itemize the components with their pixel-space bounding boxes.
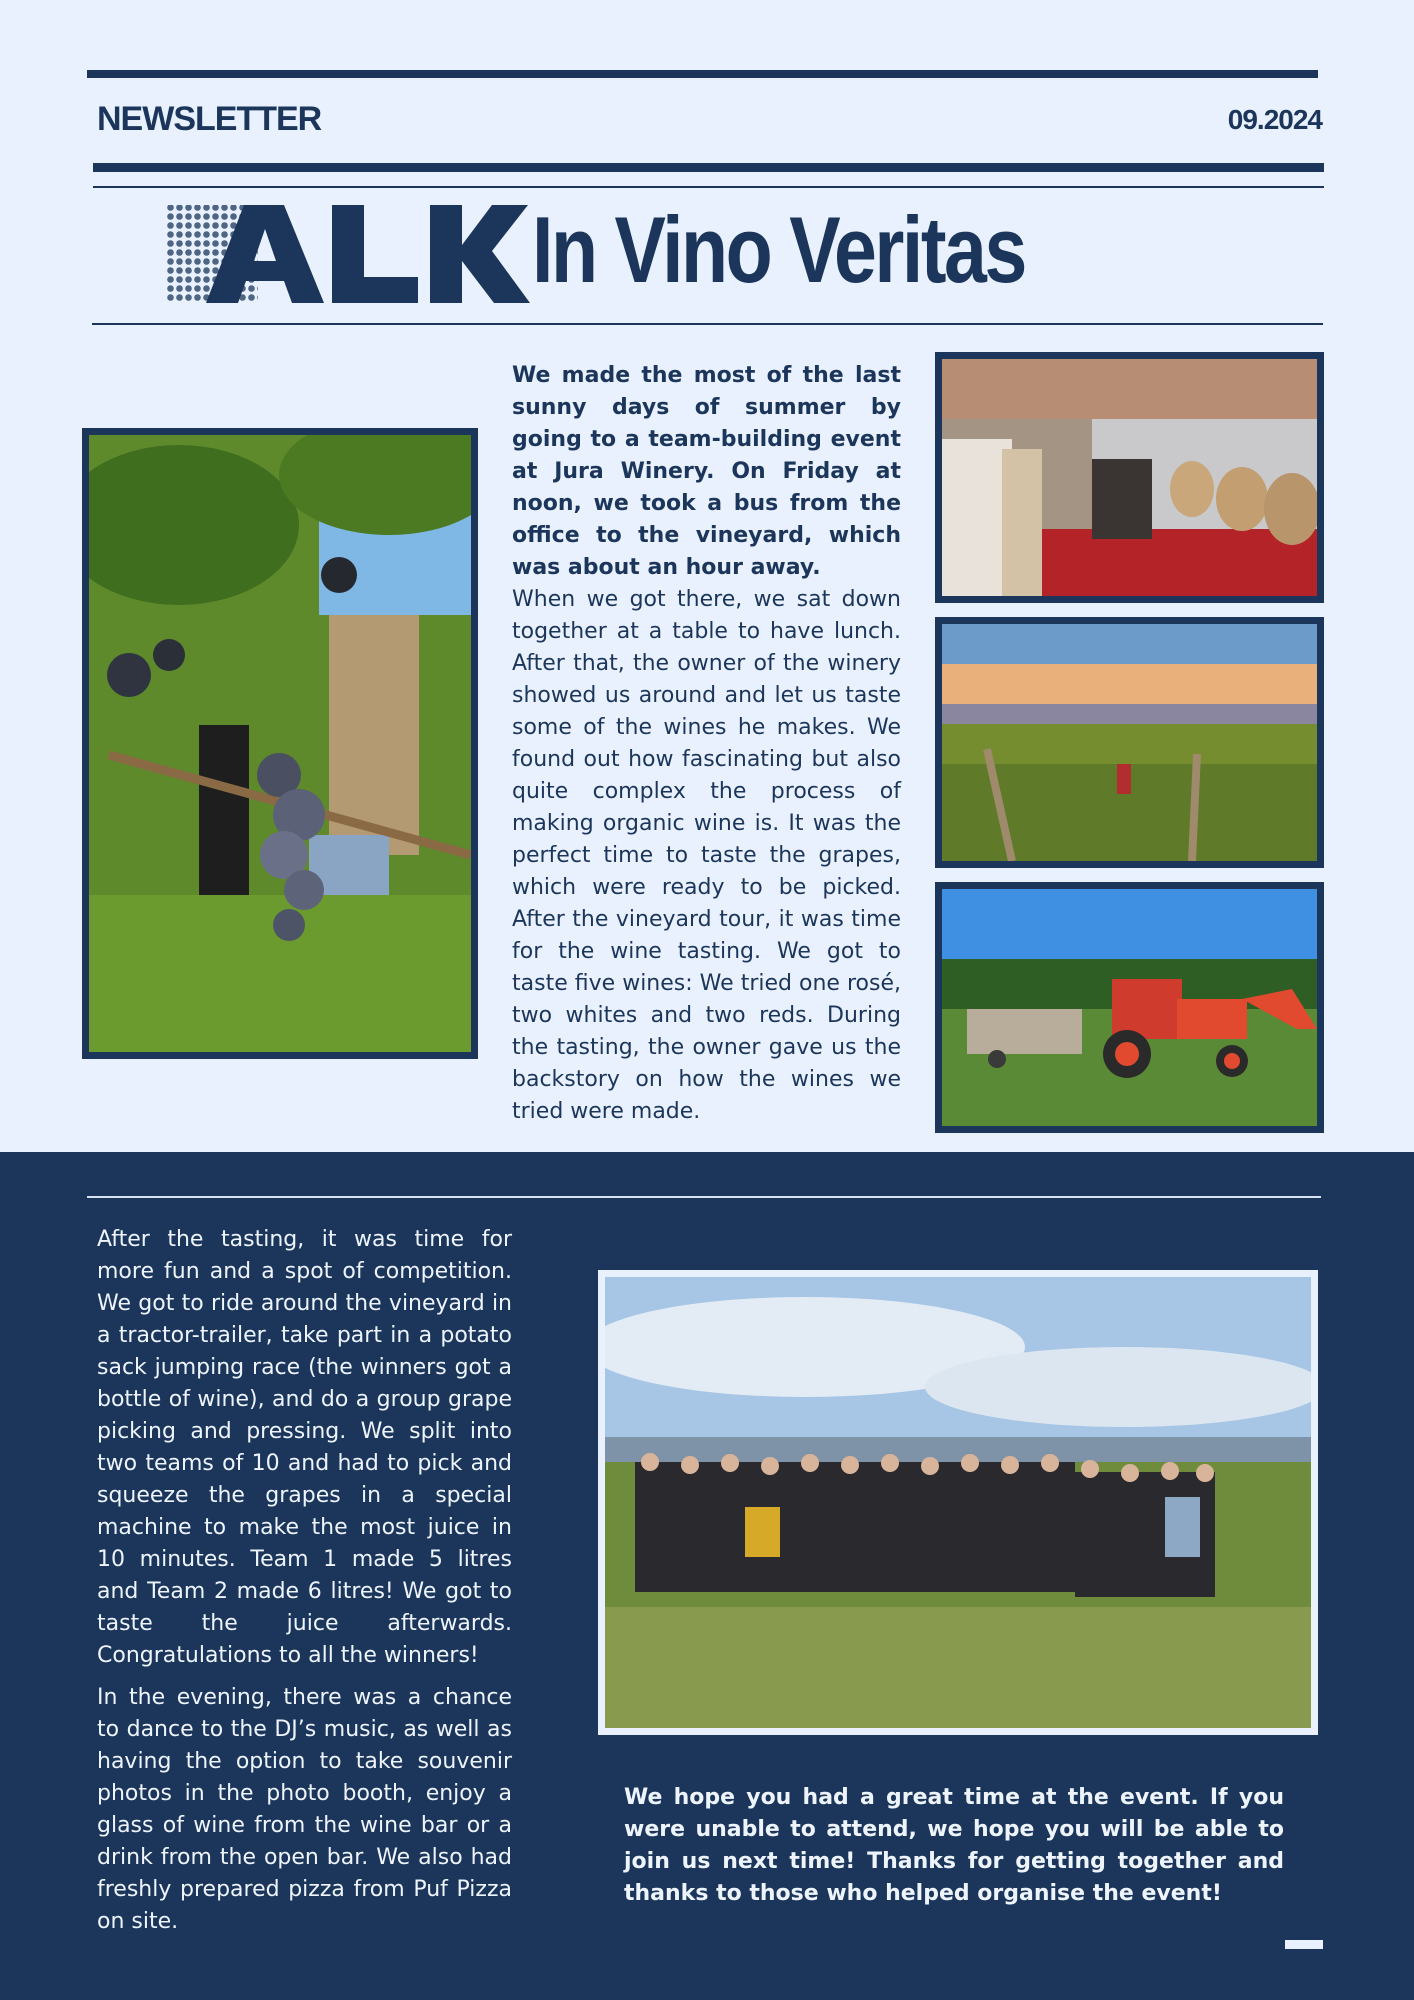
closing-message: We hope you had a great time at the event. If you were unable to attend, we hope you will be able to join us next time! Thanks for getting together and thanks to those who helped organise the event! (624, 1785, 1284, 1906)
alk-logo (166, 203, 530, 305)
bottom-section-rule (87, 1196, 1321, 1198)
article-intro (512, 360, 901, 1128)
grapes-photo (82, 428, 478, 1059)
activities-column (97, 1224, 512, 1938)
group-photo (598, 1270, 1318, 1735)
newsletter-title: In Vino Veritas (532, 197, 1025, 302)
winery-cellar-photo (935, 352, 1324, 603)
tractor-photo (935, 882, 1324, 1133)
article-body: When we got there, we sat down together at a table to have lunch. After that, the owner of the winery showed us around and let us taste some of the wines he makes. We found out how fascinating but also quite complex the process of making organic wine is. It was the perfect time to taste the grapes, which were ready to be picked. After the vineyard tour, it was time for the wine tasting. We got to taste five wines: We tried one rosé, two whites and two reds. During the tasting, the owner gave us the backstory on how the wines we tried were made. (512, 587, 901, 1124)
issue-date: 09.2024 (1227, 104, 1322, 135)
evening-paragraph: In the evening, there was a chance to dance to the DJ’s music, as well as having the option to take souvenir photos in the photo booth, enjoy a glass of wine from the wine bar or a drink from the open bar. We also had freshly prepared pizza from Puf Pizza on site. (97, 1685, 512, 1934)
vineyard-sunset-photo (935, 617, 1324, 868)
page-marker (1285, 1940, 1323, 1949)
header-thick-rule (93, 163, 1324, 172)
newsletter-label: NEWSLETTER (97, 100, 322, 138)
article-lead: We made the most of the last sunny days of summer by going to a team-building event at Jura Winery. On Friday at noon, we took a bus from the office to the vineyard, which was about an hour away. (512, 363, 901, 580)
activities-paragraph: After the tasting, it was time for more fun and a spot of competition. We got to ride around the vineyard in a tractor-trailer, take part in a potato sack jumping race (the winners got a bottle of wine), and do a group grape picking and pressing. We split into two teams of 10 and had to pick and squeeze the grapes in a special machine to make the most juice in 10 minutes. Team 1 made 5 litres and Team 2 made 6 litres! We got to taste the juice afterwards. Congratulations to all the winners! (97, 1227, 512, 1668)
header-thin-rule (93, 186, 1324, 188)
top-rule (87, 70, 1318, 78)
masthead-bottom-rule (92, 323, 1323, 325)
